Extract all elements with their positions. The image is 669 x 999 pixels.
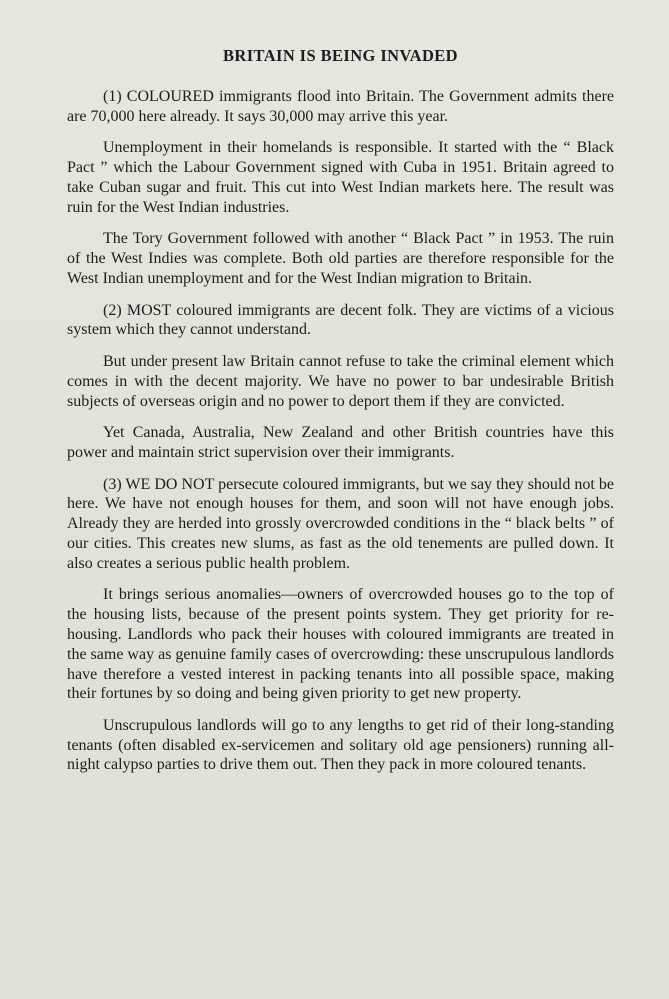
paragraph-5: But under present law Britain cannot refuse to take the criminal element which comes in with the decent majority. We have no power to bar undesirable British subjects of overseas origin and no power to deport them if they are convicted.	[67, 352, 614, 410]
page-title: BRITAIN IS BEING INVADED	[222, 46, 458, 65]
paragraph-9: Unscrupulous landlords will go to any lengths to get rid of their long-standing tenants (often disabled ex-servicemen and solitary old age pensioners) running all-night calypso parties to drive them out. Then they pack in more coloured tenants.	[67, 716, 614, 774]
paragraph-7: (3) WE DO NOT persecute coloured immigrants, but we say they should not be here. We have not enough houses for them, and soon will not have enough jobs. Already they are herded into grossly overcrowded conditions in the “ black belts ” of our cities. This creates new slums, as fast as the old tenements are pulled down. It also creates a serious public health problem.	[67, 475, 614, 572]
paragraph-8: It brings serious anomalies—owners of overcrowded houses go to the top of the housing lists, because of the present points system. They get priority for re-housing. Landlords who pack their houses with coloured immigrants are treated in the same way as genuine family cases of overcrowding: these unscrupulous landlords have therefore a vested interest in packing tenants into all possible space, making their fortunes by so doing and being given priority to get new property.	[67, 586, 614, 703]
paragraph-2: Unemployment in their homelands is responsible. It started with the “ Black Pact ” which the Labour Government signed with Cuba in 1951. Britain agreed to take Cuban sugar and fruit. This cut into West Indian markets here. The result was ruin for the West Indian industries.	[67, 139, 614, 216]
paragraph-4: (2) MOST coloured immigrants are decent folk. They are victims of a vicious system which they cannot understand.	[67, 301, 614, 339]
paragraph-3: The Tory Government followed with another “ Black Pact ” in 1953. The ruin of the West Indies was complete. Both old parties are therefore responsible for the West Indian unemployment and for the West Indian migration to Britain.	[67, 230, 614, 287]
paragraph-1: (1) COLOURED immigrants flood into Britain. The Government admits there are 70,000 here already. It says 30,000 may arrive this year.	[67, 88, 614, 125]
paragraph-6: Yet Canada, Australia, New Zealand and other British countries have this power and maintain strict supervision over their immigrants.	[67, 424, 614, 461]
